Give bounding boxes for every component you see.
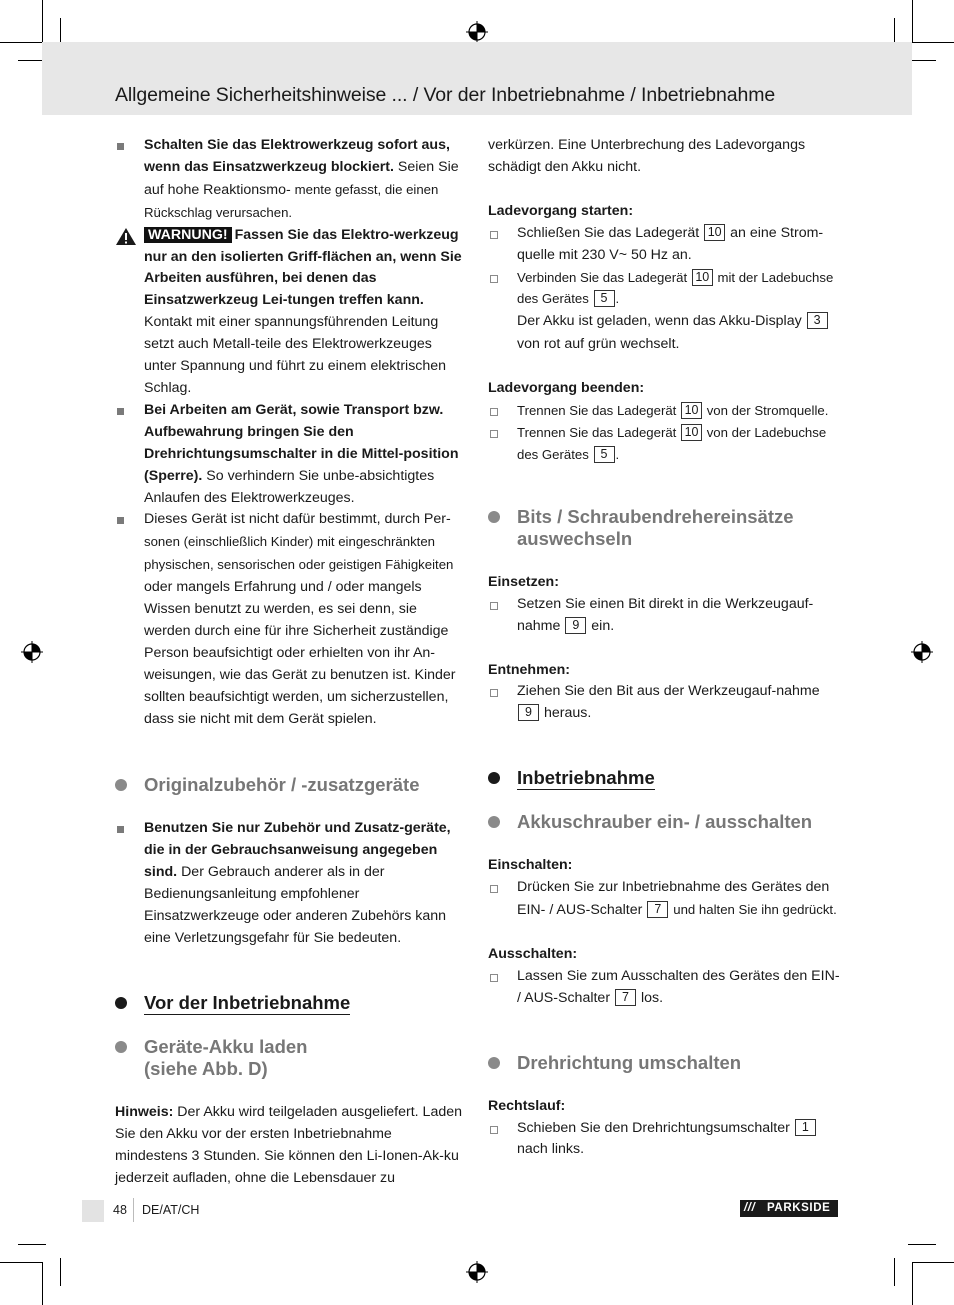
item-text: ein. bbox=[591, 617, 615, 634]
item-text: Setzen Sie einen Bit direkt in die Werkzeugauf-nahme bbox=[517, 595, 814, 634]
subheading-remove: Entnehmen: bbox=[488, 661, 570, 678]
registration-mark-icon bbox=[466, 1261, 488, 1283]
bullet-dot-icon bbox=[115, 1041, 127, 1053]
registration-mark-icon bbox=[911, 641, 933, 663]
item-text: sonen (einschließlich Kinder) mit eingeschränkten bbox=[144, 534, 436, 550]
item-text: Der Akku ist geladen, wenn das Akku-Display bbox=[517, 313, 802, 330]
crop-mark bbox=[908, 1244, 936, 1245]
item-text: Ziehen Sie den Bit aus der Werkzeugauf-nahme bbox=[517, 683, 820, 700]
bullet-dot-icon bbox=[488, 1057, 500, 1069]
list-item bbox=[488, 594, 840, 638]
item-text: Seien Sie auf hohe Reaktionsmo- bbox=[144, 158, 459, 198]
warning-item bbox=[115, 225, 467, 400]
ref-number: 10 bbox=[692, 269, 713, 286]
item-text: Dieses Gerät ist nicht dafür bestimmt, durch Per- bbox=[144, 511, 451, 528]
hint-paragraph bbox=[115, 1102, 467, 1190]
page-number: 48 bbox=[113, 1203, 127, 1217]
ref-number: 5 bbox=[594, 446, 615, 463]
checkbox-bullet-icon bbox=[490, 885, 498, 893]
checkbox-bullet-icon bbox=[490, 602, 498, 610]
section-heading-text: Vor der Inbetriebnahme bbox=[144, 991, 351, 1013]
crop-mark bbox=[60, 1258, 61, 1286]
section-heading-bits bbox=[488, 506, 840, 550]
left-column bbox=[115, 135, 467, 1190]
list-item bbox=[488, 877, 840, 922]
logo-text: PARKSIDE bbox=[767, 1202, 831, 1214]
item-text: von der Stromquelle. bbox=[706, 403, 829, 419]
registration-mark-icon bbox=[466, 21, 488, 43]
square-bullet-icon bbox=[117, 826, 124, 833]
bullet-dot-icon bbox=[488, 816, 500, 828]
ref-number: 9 bbox=[565, 617, 586, 634]
crop-mark bbox=[18, 1244, 46, 1245]
section-heading-text: Inbetriebnahme bbox=[517, 767, 655, 789]
list-item bbox=[488, 681, 840, 725]
list-item bbox=[115, 818, 467, 949]
item-text: Drücken Sie zur Inbetriebnahme des Gerätes den EIN- / AUS-Schalter bbox=[517, 879, 830, 919]
footer-box bbox=[82, 1200, 104, 1222]
ref-number: 5 bbox=[594, 290, 615, 307]
item-bold-text: Bei Arbeiten am Gerät, sowie Transport bzw. Aufbewahrung bringen Sie den Drehrichtungsumschalter in die Mittel-position (Sperre). bbox=[144, 401, 459, 484]
list-item bbox=[488, 223, 840, 267]
subheading-stop-charging: Ladevorgang beenden: bbox=[488, 380, 645, 397]
checkbox-bullet-icon bbox=[490, 275, 498, 283]
warning-bold-text: Fassen Sie das Elektro-werkzeug nur an den isolierten Griff-flächen an, wenn Sie Arbeiten ausführen, bei denen das Einsatzwerkzeug Lei-tungen treffen kann. bbox=[144, 226, 462, 309]
section-heading-direction bbox=[488, 1052, 840, 1074]
item-text: Trennen Sie das Ladegerät bbox=[517, 424, 677, 440]
crop-mark bbox=[0, 1262, 42, 1263]
list-item bbox=[488, 400, 840, 422]
page-title: Allgemeine Sicherheitshinweise ... / Vor der Inbetriebnahme / Inbetriebnahme bbox=[115, 84, 776, 106]
section-heading-on-off bbox=[488, 811, 840, 833]
warning-triangle-icon bbox=[115, 227, 137, 246]
item-bold-text: Benutzen Sie nur Zubehör und Zusatz-geräte, die in der Gebrauchsanweisung angegeben sind. bbox=[144, 820, 451, 881]
warning-text: Kontakt mit einer spannungsführenden Leitung setzt auch Metall-teile des Elektrowerkzeuges unter Spannung und führt zu einem elektrischen Schlag. bbox=[144, 314, 447, 396]
section-heading-charge bbox=[115, 1036, 467, 1080]
list-item: Verbinden Sie das Ladegerät 10 mit der Ladebuchse des Gerätes 5 . Der Akku ist geladen, wenn das Akku-Display 3 von rot auf grün wechselt. bbox=[488, 267, 840, 357]
crop-mark bbox=[912, 1262, 954, 1263]
section-heading-start-up bbox=[488, 767, 840, 789]
subheading-clockwise: Rechtslauf: bbox=[488, 1097, 566, 1114]
checkbox-bullet-icon bbox=[490, 689, 498, 697]
section-heading-text: auswechseln bbox=[517, 527, 633, 549]
ref-number: 10 bbox=[681, 402, 702, 419]
item-text: physischen, sensorischen oder geistigen Fähigkeiten bbox=[144, 557, 454, 573]
checkbox-bullet-icon bbox=[490, 974, 498, 982]
subheading-switch-on: Einschalten: bbox=[488, 857, 573, 874]
item-text: Verbinden Sie das Ladegerät bbox=[517, 269, 688, 285]
crop-mark bbox=[0, 42, 42, 43]
hint-text: Der Akku wird teilgeladen ausgeliefert. Laden Sie den Akku vor der ersten Inbetriebnahme mindestens 3 Stunden. Sie können den Li-Ionen-Ak-ku jederzeit aufladen, ohne die Lebensdauer zu bbox=[115, 1103, 463, 1186]
ref-number: 3 bbox=[807, 312, 828, 329]
section-heading-text: Akkuschrauber ein- / ausschalten bbox=[517, 811, 813, 833]
crop-mark bbox=[42, 1262, 43, 1305]
continued-paragraph: verkürzen. Eine Unterbrechung des Ladevorgangs schädigt den Akku nicht. bbox=[488, 137, 806, 175]
right-column bbox=[488, 135, 840, 1161]
list-item bbox=[115, 400, 467, 510]
ref-number: 10 bbox=[681, 424, 702, 441]
item-text: Trennen Sie das Ladegerät bbox=[517, 403, 677, 419]
section-heading-text: (siehe Abb. D) bbox=[144, 1057, 268, 1079]
registration-mark-icon bbox=[21, 641, 43, 663]
section-heading-accessories bbox=[115, 774, 467, 796]
bullet-dot-icon bbox=[488, 511, 500, 523]
list-item bbox=[115, 509, 467, 730]
item-text: heraus. bbox=[543, 705, 592, 722]
square-bullet-icon bbox=[117, 143, 124, 150]
bullet-dot-icon bbox=[115, 779, 127, 791]
section-heading-text: Geräte-Akku laden bbox=[144, 1035, 308, 1057]
item-text: an eine Strom-quelle mit 230 V~ 50 Hz an. bbox=[517, 224, 824, 263]
crop-mark bbox=[912, 0, 913, 42]
crop-mark bbox=[908, 60, 936, 61]
ref-number: 1 bbox=[795, 1119, 816, 1136]
item-text: Lassen Sie zum Ausschalten des Gerätes den EIN- / AUS-Schalter bbox=[517, 967, 840, 1006]
parkside-logo bbox=[740, 1200, 838, 1217]
crop-mark bbox=[912, 42, 954, 43]
checkbox-bullet-icon bbox=[490, 430, 498, 438]
crop-mark bbox=[912, 1262, 913, 1305]
hint-label: Hinweis: bbox=[115, 1103, 174, 1120]
square-bullet-icon bbox=[117, 408, 124, 415]
crop-mark bbox=[42, 0, 43, 42]
item-text: Der Gebrauch anderer als in der Bedienungsanleitung empfohlener Einsatzwerkzeuge oder anderen Zubehörs kann eine Verletzungsgefahr für Sie bedeuten. bbox=[144, 864, 447, 946]
list-item: Trennen Sie das Ladegerät 10 von der Ladebuchse des Gerätes 5 . bbox=[488, 422, 840, 466]
section-heading-text: Bits / Schraubendrehereinsätze bbox=[517, 505, 794, 527]
list-item bbox=[115, 135, 467, 225]
checkbox-bullet-icon bbox=[490, 231, 498, 239]
item-text: von rot auf grün wechselt. bbox=[517, 336, 680, 353]
ref-number: 7 bbox=[647, 901, 668, 918]
bullet-dot-icon bbox=[115, 997, 127, 1009]
item-bold-text: Schalten Sie das Elektrowerkzeug sofort aus, wenn das Einsatzwerkzeug blockiert. bbox=[144, 137, 450, 175]
ref-number: 10 bbox=[704, 224, 725, 241]
ref-number: 9 bbox=[518, 704, 539, 721]
region-code: DE/AT/CH bbox=[142, 1203, 200, 1217]
item-text: mente gefasst, die einen Rückschlag verursachen. bbox=[144, 181, 439, 220]
section-heading-text: Originalzubehör / -zusatzgeräte bbox=[144, 774, 420, 796]
crop-mark bbox=[894, 1258, 895, 1286]
checkbox-bullet-icon bbox=[490, 408, 498, 416]
logo-mark: /// bbox=[744, 1202, 756, 1214]
item-text: So verhindern Sie unbe-absichtigtes Anlaufen des Elektrowerkzeuges. bbox=[144, 467, 435, 506]
item-text: mit der Ladebuchse des Gerätes bbox=[517, 269, 834, 307]
item-text: von der Ladebuchse des Gerätes bbox=[517, 424, 827, 462]
section-heading-before-use bbox=[115, 992, 467, 1014]
item-text: los. bbox=[640, 989, 664, 1006]
checkbox-bullet-icon bbox=[490, 1126, 498, 1134]
item-text: oder mangels Erfahrung und / oder mangels Wissen benutzt zu werden, es sei denn, sie werden durch eine für ihre Sicherheit zuständige Person beaufsichtigt oder erhielten von ihr An-weisungen, wie das Gerät zu benutzen ist. Kinder sollten beaufsichtigt werden, um sicherzustellen, dass sie nicht mit dem Gerät spielen. bbox=[144, 579, 456, 727]
square-bullet-icon bbox=[117, 517, 124, 524]
item-text: Schließen Sie das Ladegerät bbox=[517, 224, 700, 241]
footer-divider bbox=[133, 1198, 134, 1222]
bullet-dot-icon bbox=[488, 772, 500, 784]
subheading-insert: Einsetzen: bbox=[488, 573, 559, 590]
list-item bbox=[488, 966, 840, 1010]
subheading-start-charging: Ladevorgang starten: bbox=[488, 202, 634, 219]
list-item bbox=[488, 1118, 840, 1162]
warning-badge: WARNUNG! bbox=[144, 227, 232, 243]
subheading-switch-off: Ausschalten: bbox=[488, 945, 578, 962]
item-text: Schieben Sie den Drehrichtungsumschalter bbox=[517, 1119, 790, 1136]
item-text: nach links. bbox=[517, 1141, 585, 1158]
ref-number: 7 bbox=[615, 989, 636, 1006]
section-heading-text: Drehrichtung umschalten bbox=[517, 1051, 742, 1073]
item-text: und halten Sie ihn gedrückt. bbox=[673, 902, 837, 918]
